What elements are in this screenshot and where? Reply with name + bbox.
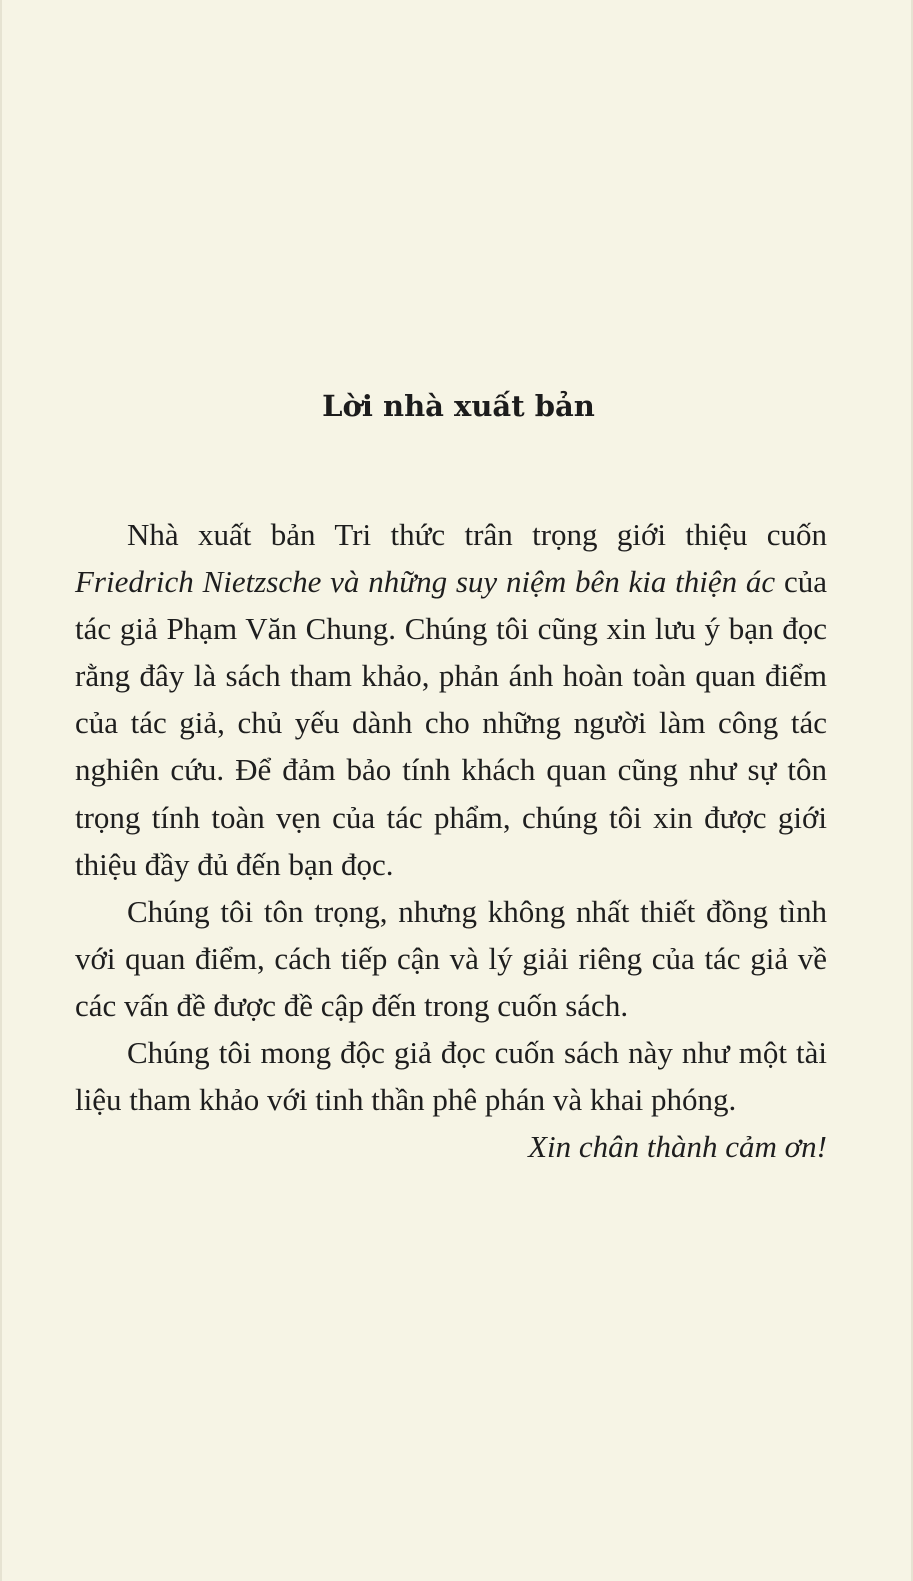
signoff: Xin chân thành cảm ơn! bbox=[528, 1129, 827, 1165]
body-text bbox=[75, 511, 827, 1170]
paragraph-introduction bbox=[75, 511, 827, 888]
intro-text: Nhà xuất bản Tri thức trân trọng giới thiệu cuốn bbox=[127, 517, 827, 552]
paragraph-disclaimer: Chúng tôi tôn trọng, nhưng không nhất thiết đồng tình với quan điểm, cách tiếp cận và lý giải riêng của tác giả về các vấn đề được đề cập đến trong cuốn sách. bbox=[75, 893, 827, 1023]
intro-continuation: của tác giả Phạm Văn Chung. Chúng tôi cũng xin lưu ý bạn đọc rằng đây là sách tham khảo, phản ánh hoàn toàn quan điểm của tác giả, chủ yếu dành cho những người làm công tác nghiên cứu. Để đảm bảo tính khách quan cũng như sự tôn trọng tính toàn vẹn của tác phẩm, chúng tôi xin được giới thiệu đầy đủ đến bạn đọc. bbox=[75, 564, 827, 882]
paragraph-request: Chúng tôi mong độc giả đọc cuốn sách này như một tài liệu tham khảo với tinh thần phê phán và khai phóng. bbox=[75, 1035, 827, 1118]
book-title: Friedrich Nietzsche và những suy niệm bên kia thiện ác bbox=[75, 564, 776, 600]
page-title: Lời nhà xuất bản bbox=[322, 389, 595, 423]
